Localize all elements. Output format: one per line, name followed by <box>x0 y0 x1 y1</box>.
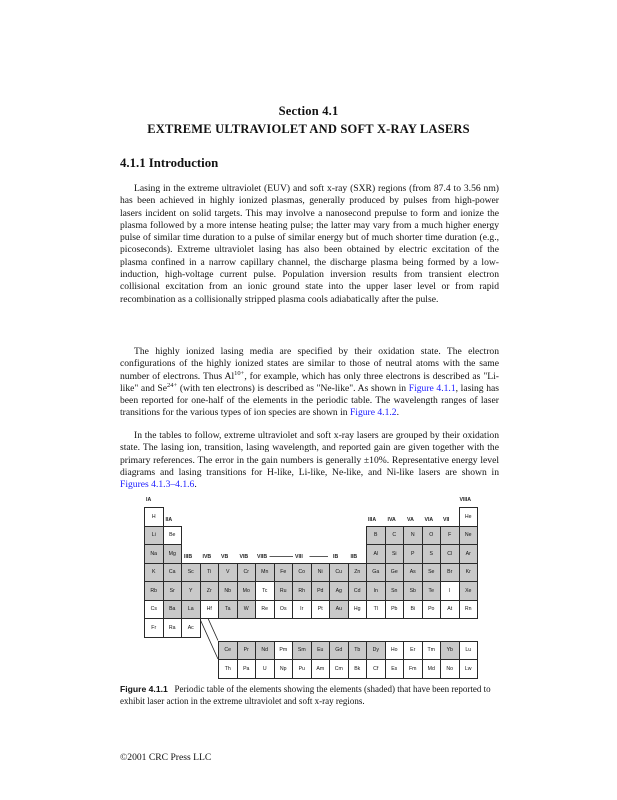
element-cell-re: Re <box>255 600 275 620</box>
element-cell-te: Te <box>422 581 442 601</box>
element-cell-pa: Pa <box>237 659 257 679</box>
element-cell-ra: Ra <box>163 618 183 638</box>
element-cell-nd: Nd <box>255 641 275 661</box>
element-cell-cl: Cl <box>440 544 460 564</box>
paragraph-text: , for example, which has only three electrons is described as "Li-like" and Se <box>120 370 499 394</box>
element-cell-pt: Pt <box>311 600 331 620</box>
element-cell-am: Am <box>311 659 331 679</box>
element-cell-lw: Lw <box>459 659 479 679</box>
element-cell-as: As <box>403 563 423 583</box>
element-cell-nb: Nb <box>218 581 238 601</box>
element-cell-o: O <box>422 526 442 546</box>
intro-paragraph-1 <box>120 183 499 306</box>
element-cell-ta: Ta <box>218 600 238 620</box>
actinide-connector <box>200 618 219 659</box>
element-cell-es: Es <box>385 659 405 679</box>
element-cell-er: Er <box>403 641 423 661</box>
element-cell-la: La <box>181 600 201 620</box>
element-cell-ce: Ce <box>218 641 238 661</box>
superscript: 10+ <box>234 369 245 377</box>
group-label-vb: VB <box>221 553 229 560</box>
element-cell-pd: Pd <box>311 581 331 601</box>
element-cell-ne: Ne <box>459 526 479 546</box>
element-cell-fm: Fm <box>403 659 423 679</box>
element-cell-cr: Cr <box>237 563 257 583</box>
element-cell-pr: Pr <box>237 641 257 661</box>
periodic-table-figure <box>144 497 478 672</box>
element-cell-ni: Ni <box>311 563 331 583</box>
group-label-iva: IVA <box>387 516 396 523</box>
element-cell-sm: Sm <box>292 641 312 661</box>
element-cell-co: Co <box>292 563 312 583</box>
element-cell-cf: Cf <box>366 659 386 679</box>
element-cell-he: He <box>459 507 479 527</box>
element-cell-np: Np <box>274 659 294 679</box>
element-cell-rn: Rn <box>459 600 479 620</box>
element-cell-dy: Dy <box>366 641 386 661</box>
element-cell-mg: Mg <box>163 544 183 564</box>
element-cell-bk: Bk <box>348 659 368 679</box>
element-cell-ac: Ac <box>181 618 201 638</box>
element-cell-kr: Kr <box>459 563 479 583</box>
element-cell-rh: Rh <box>292 581 312 601</box>
element-cell-tc: Tc <box>255 581 275 601</box>
paragraph-text: In the tables to follow, extreme ultraviolet and soft x-ray lasers are grouped by their oxidation state. The lasing ion, transition, lasing wavelength, and reported gain are given together with the primary references. The error in the gain numbers is generally ±10%. Representative energy level diagrams and lasing transitions for H-like, Li-like, Ne-like, and Ni-like lasers are shown in <box>120 430 499 478</box>
element-cell-fe: Fe <box>274 563 294 583</box>
element-cell-sr: Sr <box>163 581 183 601</box>
element-cell-ti: Ti <box>200 563 220 583</box>
group-label-ia: IA <box>146 497 152 503</box>
element-cell-in: In <box>366 581 386 601</box>
figure-4-1-2-link[interactable]: Figure 4.1.2 <box>349 407 397 419</box>
element-cell-ba: Ba <box>163 600 183 620</box>
paragraph-text: . <box>396 407 399 419</box>
element-cell-be: Be <box>163 526 183 546</box>
element-cell-at: At <box>440 600 460 620</box>
element-cell-al: Al <box>366 544 386 564</box>
element-cell-k: K <box>144 563 164 583</box>
element-cell-s: S <box>422 544 442 564</box>
intro-paragraph-3 <box>120 430 499 491</box>
figures-4-1-3-link[interactable]: Figures 4.1.3–4.1.6 <box>120 479 195 491</box>
element-cell-ga: Ga <box>366 563 386 583</box>
element-cell-tm: Tm <box>422 641 442 661</box>
element-cell-zn: Zn <box>348 563 368 583</box>
element-cell-ar: Ar <box>459 544 479 564</box>
element-cell-w: W <box>237 600 257 620</box>
element-cell-ca: Ca <box>163 563 183 583</box>
element-cell-yb: Yb <box>440 641 460 661</box>
element-cell-pb: Pb <box>385 600 405 620</box>
element-cell-p: P <box>403 544 423 564</box>
caption-text: Periodic table of the elements showing the elements (shaded) that have been reported to exhibit laser action in the extreme ultraviolet and soft x-ray regions. <box>120 684 491 706</box>
section-title: EXTREME ULTRAVIOLET AND SOFT X-RAY LASERS <box>147 122 470 136</box>
element-cell-os: Os <box>274 600 294 620</box>
group-label-viii: VIII <box>295 553 303 560</box>
copyright-footer: ©2001 CRC Press LLC <box>120 752 212 763</box>
group-label-vii: VII <box>443 516 450 523</box>
element-cell-mn: Mn <box>255 563 275 583</box>
element-cell-th: Th <box>218 659 238 679</box>
caption-label: Figure 4.1.1 <box>120 684 168 694</box>
element-cell-gd: Gd <box>329 641 349 661</box>
figure-4-1-1-link[interactable]: Figure 4.1.1 <box>408 382 456 394</box>
element-cell-h: H <box>144 507 164 527</box>
element-cell-mo: Mo <box>237 581 257 601</box>
element-cell-hf: Hf <box>200 600 220 620</box>
intro-paragraph-2 <box>120 346 499 420</box>
element-cell-po: Po <box>422 600 442 620</box>
group-label-viib: VIIB <box>257 553 268 560</box>
element-cell-bi: Bi <box>403 600 423 620</box>
element-cell-sn: Sn <box>385 581 405 601</box>
element-cell-br: Br <box>440 563 460 583</box>
element-cell-ir: Ir <box>292 600 312 620</box>
group-label-iiia: IIIA <box>368 516 377 523</box>
element-cell-y: Y <box>181 581 201 601</box>
paragraph-text: (with ten electrons) is described as "Ne-like". As shown in <box>177 382 409 394</box>
element-cell-f: F <box>440 526 460 546</box>
element-cell-ru: Ru <box>274 581 294 601</box>
element-cell-cu: Cu <box>329 563 349 583</box>
paragraph-text: . <box>194 479 197 491</box>
paragraph-text: , lasing has been reported for one-half of the elements in the periodic table. The wavelength ranges of laser transitions for the various types of ion species are shown in <box>120 382 499 419</box>
paragraph-text: The highly ionized lasing media are specified by their oxidation state. The electron configurations of the highly ionized states are similar to those of neutral atoms with the same number of electrons. Thus Al <box>120 346 499 382</box>
element-cell-u: U <box>255 659 275 679</box>
element-cell-zr: Zr <box>200 581 220 601</box>
element-cell-tl: Tl <box>366 600 386 620</box>
element-cell-no: No <box>440 659 460 679</box>
element-cell-se: Se <box>422 563 442 583</box>
subsection-heading: 4.1.1 Introduction <box>120 156 219 170</box>
element-cell-au: Au <box>329 600 349 620</box>
element-cell-sb: Sb <box>403 581 423 601</box>
element-cell-md: Md <box>422 659 442 679</box>
paragraph-text: Lasing in the extreme ultraviolet (EUV) and soft x-ray (SXR) regions (from 87.4 to 3.56 nm) has been achieved in highly ionized plasmas, generally produced by pulses from high-power lasers incident on solid targets. This may involve a nanosecond prepulse to form and ionize the plasma followed by a more intense heating pulse; the latter may vary from a much higher energy pulse of similar time duration to a pulse of similar energy but of much shorter time duration (e.g., picoseconds). Extreme ultraviolet lasing has also been obtained by electric excitation of the plasma confined in a narrow capillary channel, the discharge plasma being formed by a low-induction, high-voltage current pulse. Population inversion results from transient electron collisional excitation from an ionic ground state into the upper laser level or from rapid recombination as a collisionally stripped plasma cools adiabatically after the pulse. <box>120 183 499 305</box>
group-label-iiib: IIIB <box>184 553 193 560</box>
group-label-via: VIA <box>424 516 434 523</box>
element-cell-cm: Cm <box>329 659 349 679</box>
element-cell-b: B <box>366 526 386 546</box>
element-cell-ge: Ge <box>385 563 405 583</box>
element-cell-pu: Pu <box>292 659 312 679</box>
element-cell-i: I <box>440 581 460 601</box>
element-cell-hg: Hg <box>348 600 368 620</box>
element-cell-cd: Cd <box>348 581 368 601</box>
element-cell-v: V <box>218 563 238 583</box>
element-cell-na: Na <box>144 544 164 564</box>
element-cell-xe: Xe <box>459 581 479 601</box>
element-cell-eu: Eu <box>311 641 331 661</box>
element-cell-ag: Ag <box>329 581 349 601</box>
element-cell-lu: Lu <box>459 641 479 661</box>
element-cell-rb: Rb <box>144 581 164 601</box>
element-cell-fr: Fr <box>144 618 164 638</box>
figure-caption <box>120 684 499 707</box>
group-label-va: VA <box>407 516 414 523</box>
element-cell-li: Li <box>144 526 164 546</box>
element-cell-cs: Cs <box>144 600 164 620</box>
element-cell-c: C <box>385 526 405 546</box>
element-cell-ho: Ho <box>385 641 405 661</box>
element-cell-tb: Tb <box>348 641 368 661</box>
group-label-iib: IIB <box>350 553 358 560</box>
group-label-ib: IB <box>333 553 339 560</box>
group-label-viiia: VIIIA <box>459 497 472 503</box>
group-label-iia: IIA <box>165 516 173 523</box>
superscript: 24+ <box>167 381 178 389</box>
section-number: Section 4.1 <box>278 104 339 118</box>
group-label-vib: VIB <box>239 553 249 560</box>
element-cell-sc: Sc <box>181 563 201 583</box>
element-cell-n: N <box>403 526 423 546</box>
element-cell-si: Si <box>385 544 405 564</box>
group-label-ivb: IVB <box>202 553 212 560</box>
element-cell-pm: Pm <box>274 641 294 661</box>
